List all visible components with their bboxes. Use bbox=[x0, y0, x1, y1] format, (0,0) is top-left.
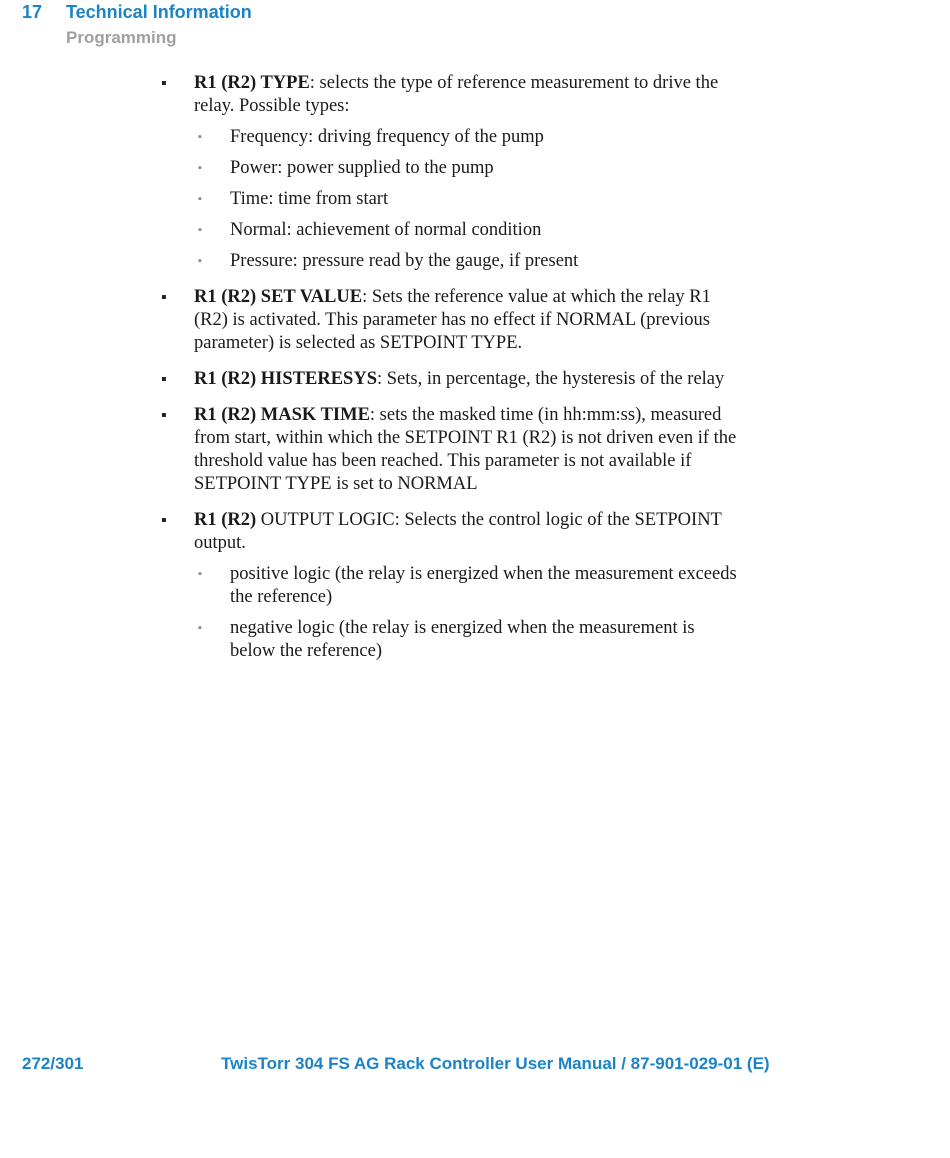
item-term: R1 (R2) TYPE bbox=[194, 73, 310, 93]
item-term: R1 (R2) SET VALUE bbox=[194, 287, 363, 307]
page-number: 272/301 bbox=[22, 1054, 84, 1073]
item-text: OUTPUT LOGIC: Selects the control logic of the SETPOINT output. bbox=[194, 510, 722, 553]
list-item-type bbox=[158, 72, 738, 273]
sub-list-item bbox=[194, 157, 738, 180]
item-text: : sets the masked time (in hh:mm:ss), measured from start, within which the SETPOINT R1 (R2) is not driven even if the threshold value has been reached. This parameter is not available if SETPOINT TYPE is set to NORMAL bbox=[194, 405, 737, 494]
list-item-histeresys bbox=[158, 368, 738, 391]
square-bullet-icon: ▪ bbox=[161, 289, 167, 306]
chapter-number: 17 bbox=[22, 2, 43, 22]
square-bullet-icon: ▪ bbox=[161, 512, 167, 529]
square-bullet-icon: ▪ bbox=[161, 407, 167, 424]
item-term: R1 (R2) bbox=[194, 510, 257, 530]
sub-item-text: Frequency: driving frequency of the pump bbox=[230, 127, 544, 147]
small-square-bullet-icon: ▪ bbox=[198, 131, 202, 143]
section-heading: Programming bbox=[66, 28, 177, 47]
item-text: : Sets, in percentage, the hysteresis of the relay bbox=[377, 369, 725, 389]
sub-item-text: Normal: achievement of normal condition bbox=[230, 220, 542, 240]
small-square-bullet-icon: ▪ bbox=[198, 622, 202, 634]
item-text: : Sets the reference value at which the relay R1 (R2) is activated. This parameter has no effect if NORMAL (previous parameter) is selected as SETPOINT TYPE. bbox=[194, 287, 711, 353]
small-square-bullet-icon: ▪ bbox=[198, 224, 202, 236]
small-square-bullet-icon: ▪ bbox=[198, 193, 202, 205]
sub-list-item bbox=[194, 126, 738, 149]
sub-list-item bbox=[194, 188, 738, 211]
sub-item-text: Time: time from start bbox=[230, 189, 389, 209]
sub-item-text: Pressure: pressure read by the gauge, if present bbox=[230, 251, 579, 271]
chapter-title: Technical Information bbox=[66, 2, 252, 22]
list-item-mask-time bbox=[158, 404, 738, 496]
item-term: R1 (R2) MASK TIME bbox=[194, 405, 370, 425]
sub-list-item bbox=[194, 563, 738, 609]
list-item-set-value bbox=[158, 286, 738, 355]
sub-list bbox=[194, 126, 738, 273]
small-square-bullet-icon: ▪ bbox=[198, 568, 202, 580]
sub-list-item bbox=[194, 219, 738, 242]
item-term: R1 (R2) HISTERESYS bbox=[194, 369, 377, 389]
list-item-output-logic bbox=[158, 509, 738, 663]
small-square-bullet-icon: ▪ bbox=[198, 255, 202, 267]
square-bullet-icon: ▪ bbox=[161, 75, 167, 92]
small-square-bullet-icon: ▪ bbox=[198, 162, 202, 174]
sub-list-item bbox=[194, 617, 738, 663]
sub-item-text: positive logic (the relay is energized when the measurement exceeds the reference) bbox=[230, 564, 737, 607]
sub-list bbox=[194, 563, 738, 663]
chapter-heading bbox=[22, 2, 252, 23]
square-bullet-icon: ▪ bbox=[161, 371, 167, 388]
item-text: : selects the type of reference measurement to drive the relay. Possible types: bbox=[194, 73, 719, 116]
sub-list-item bbox=[194, 250, 738, 273]
sub-item-text: negative logic (the relay is energized when the measurement is below the reference) bbox=[230, 618, 695, 661]
parameter-list bbox=[158, 72, 738, 676]
document-title: TwisTorr 304 FS AG Rack Controller User Manual / 87-901-029-01 (E) bbox=[221, 1054, 770, 1073]
sub-item-text: Power: power supplied to the pump bbox=[230, 158, 494, 178]
